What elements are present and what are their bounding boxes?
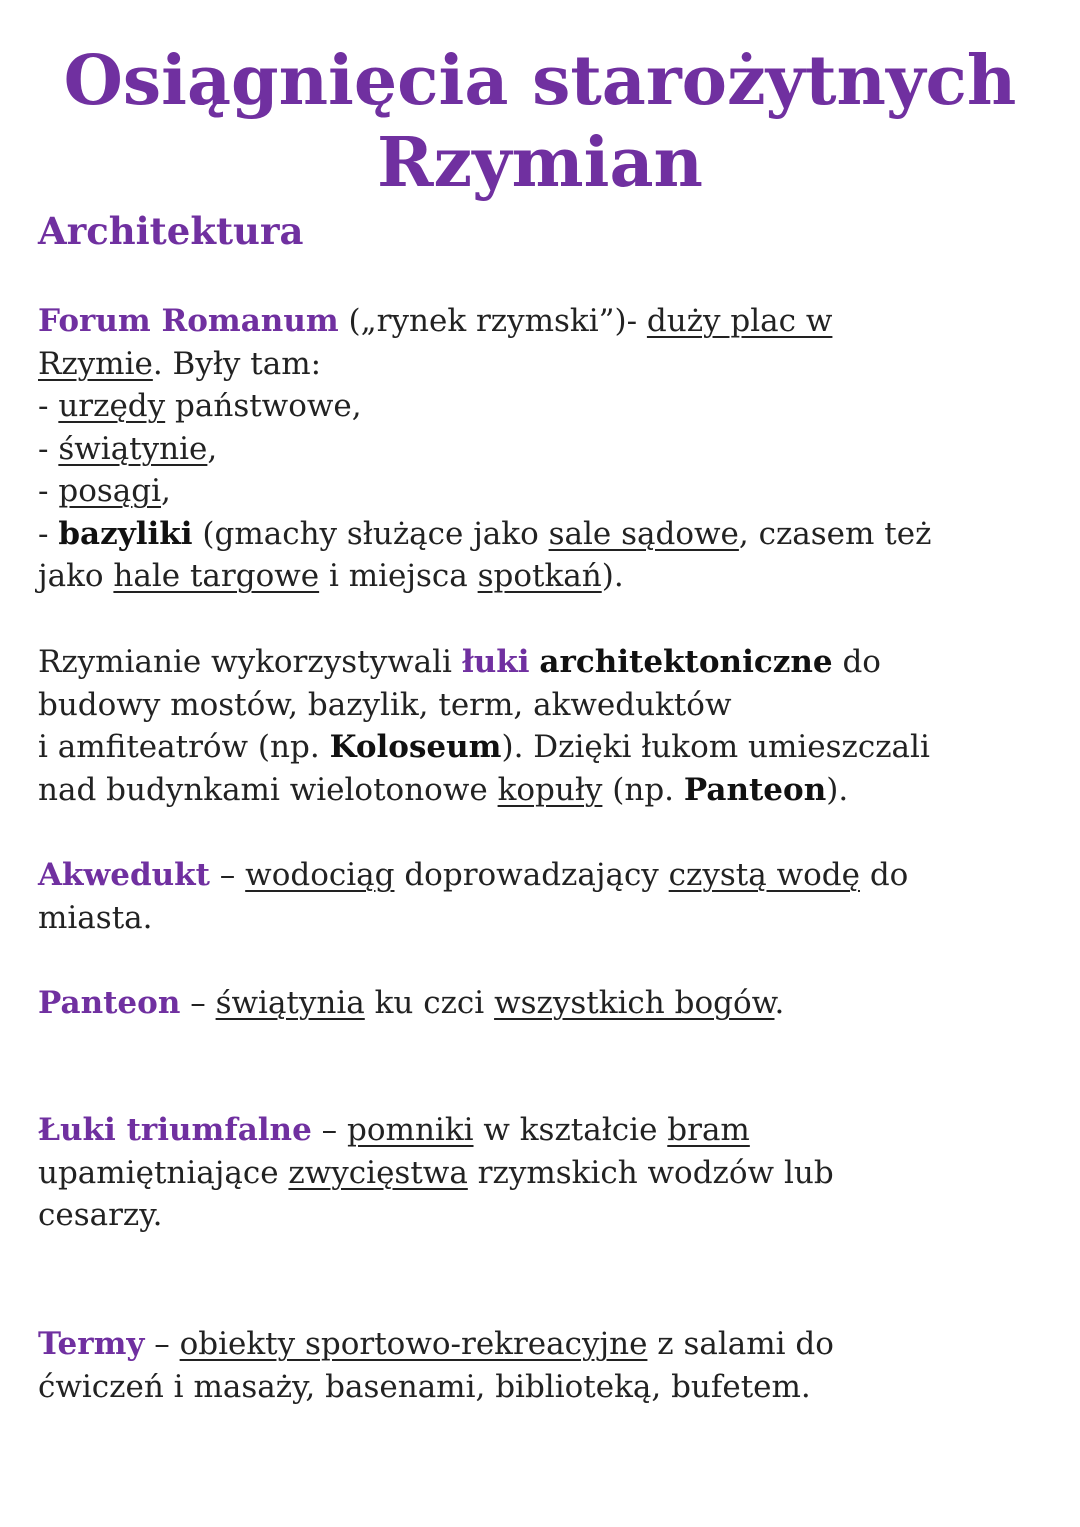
text: upamiętniające: [38, 1154, 289, 1191]
bold-term: Panteon: [683, 771, 827, 808]
text: jako: [38, 558, 114, 594]
underlined: czystą wodę: [668, 857, 860, 893]
luki-line-3: [38, 726, 1048, 769]
bold-term: architektoniczne: [539, 644, 833, 680]
accent-term: łuki: [461, 644, 530, 680]
text: i amfiteatrów (np.: [38, 729, 330, 765]
panteon-line-1: [38, 982, 1048, 1025]
list-item: [38, 428, 1048, 471]
triumf-line-2: [38, 1152, 1048, 1195]
text: –: [311, 1112, 348, 1148]
list-item-text: ,: [207, 430, 218, 467]
term-termy: Termy: [38, 1326, 145, 1362]
text: i miejsca: [319, 558, 478, 594]
underlined: sale sądowe: [548, 515, 739, 552]
list-item-text: ,: [161, 473, 171, 509]
text: doprowadzający: [394, 857, 669, 893]
underlined: wodociąg: [245, 857, 395, 893]
underlined: kopuły: [497, 771, 603, 808]
text: rzymskich wodzów lub: [467, 1154, 834, 1191]
text: –: [180, 985, 216, 1021]
forum-line-2: [38, 343, 1048, 386]
text: .: [774, 985, 785, 1021]
bold-term: Koloseum: [329, 729, 502, 765]
akwedukt-line-1: [38, 854, 1048, 897]
list-item: [38, 385, 1048, 428]
title-line-2: Rzymian: [377, 123, 703, 203]
forum-underlined: duży plac w: [646, 303, 833, 339]
list-item-bazyliki-cont: [38, 555, 1048, 598]
forum-underlined: Rzymie: [38, 345, 153, 382]
forum-text: . Były tam:: [152, 345, 322, 382]
underlined: bram: [667, 1112, 750, 1148]
text: , czasem też: [738, 515, 932, 552]
termy-line-2: ćwiczeń i masaży, basenami, biblioteką, bufetem.: [38, 1368, 811, 1405]
list-item-underlined: posągi: [58, 473, 162, 509]
luki-line-1: [38, 641, 1048, 684]
underlined: zwycięstwa: [288, 1154, 468, 1191]
term-forum-romanum: Forum Romanum: [38, 303, 339, 339]
luki-line-4: [38, 769, 1048, 812]
text: do: [832, 644, 881, 680]
luki-line-2: budowy mostów, bazylik, term, akweduktów: [38, 686, 732, 723]
title-line-1: Osiągnięcia starożytnych: [63, 41, 1017, 121]
underlined: spotkań: [477, 558, 602, 594]
text: [530, 644, 540, 680]
list-item-bazyliki: [38, 513, 1048, 556]
underlined: hale targowe: [113, 558, 320, 594]
triumf-line-3: cesarzy.: [38, 1197, 163, 1233]
text: –: [144, 1326, 180, 1362]
paragraph-luki: [38, 641, 1048, 811]
paragraph-forum-romanum: [38, 300, 1048, 598]
paragraph-akwedukt: [38, 854, 1048, 939]
text: ku czci: [364, 985, 495, 1021]
text: –: [209, 857, 246, 893]
bold-term: bazyliki: [58, 515, 193, 552]
term-akwedukt: Akwedukt: [38, 857, 210, 893]
paragraph-panteon: [38, 982, 1048, 1025]
list-item-underlined: świątynie: [58, 430, 208, 467]
list-dash: -: [38, 388, 59, 424]
text: nad budynkami wielotonowe: [38, 771, 498, 808]
paragraph-termy: [38, 1323, 1048, 1408]
list-dash: -: [38, 430, 59, 467]
forum-text: („rynek rzymski”)-: [338, 303, 647, 339]
paragraph-luki-triumfalne: [38, 1109, 1048, 1237]
text: ). Dzięki łukom umieszczali: [501, 729, 930, 765]
text: ).: [601, 558, 624, 594]
triumf-line-1: [38, 1109, 1048, 1152]
akwedukt-line-2: miasta.: [38, 899, 153, 936]
forum-line-1: [38, 300, 1048, 343]
list-item-underlined: urzędy: [58, 388, 166, 424]
text: do: [859, 857, 909, 893]
text: w kształcie: [473, 1112, 668, 1148]
underlined: pomniki: [347, 1112, 474, 1148]
term-luki-triumfalne: Łuki triumfalne: [38, 1112, 312, 1148]
list-item: [38, 470, 1048, 513]
termy-line-1: [38, 1323, 1048, 1366]
text: z salami do: [647, 1326, 834, 1362]
list-dash: -: [38, 515, 59, 552]
list-item-text: państwowe,: [165, 388, 362, 424]
section-heading: Architektura: [38, 209, 304, 253]
underlined: wszystkich bogów: [494, 985, 775, 1021]
list-dash: -: [38, 473, 59, 509]
text: Rzymianie wykorzystywali: [38, 644, 462, 680]
text: ).: [826, 771, 849, 808]
underlined: obiekty sportowo-rekreacyjne: [179, 1326, 648, 1362]
text: (np.: [602, 771, 684, 808]
text: (gmachy służące jako: [192, 515, 549, 552]
page-title: [0, 40, 1080, 204]
term-panteon: Panteon: [38, 985, 181, 1021]
underlined: świątynia: [215, 985, 365, 1021]
